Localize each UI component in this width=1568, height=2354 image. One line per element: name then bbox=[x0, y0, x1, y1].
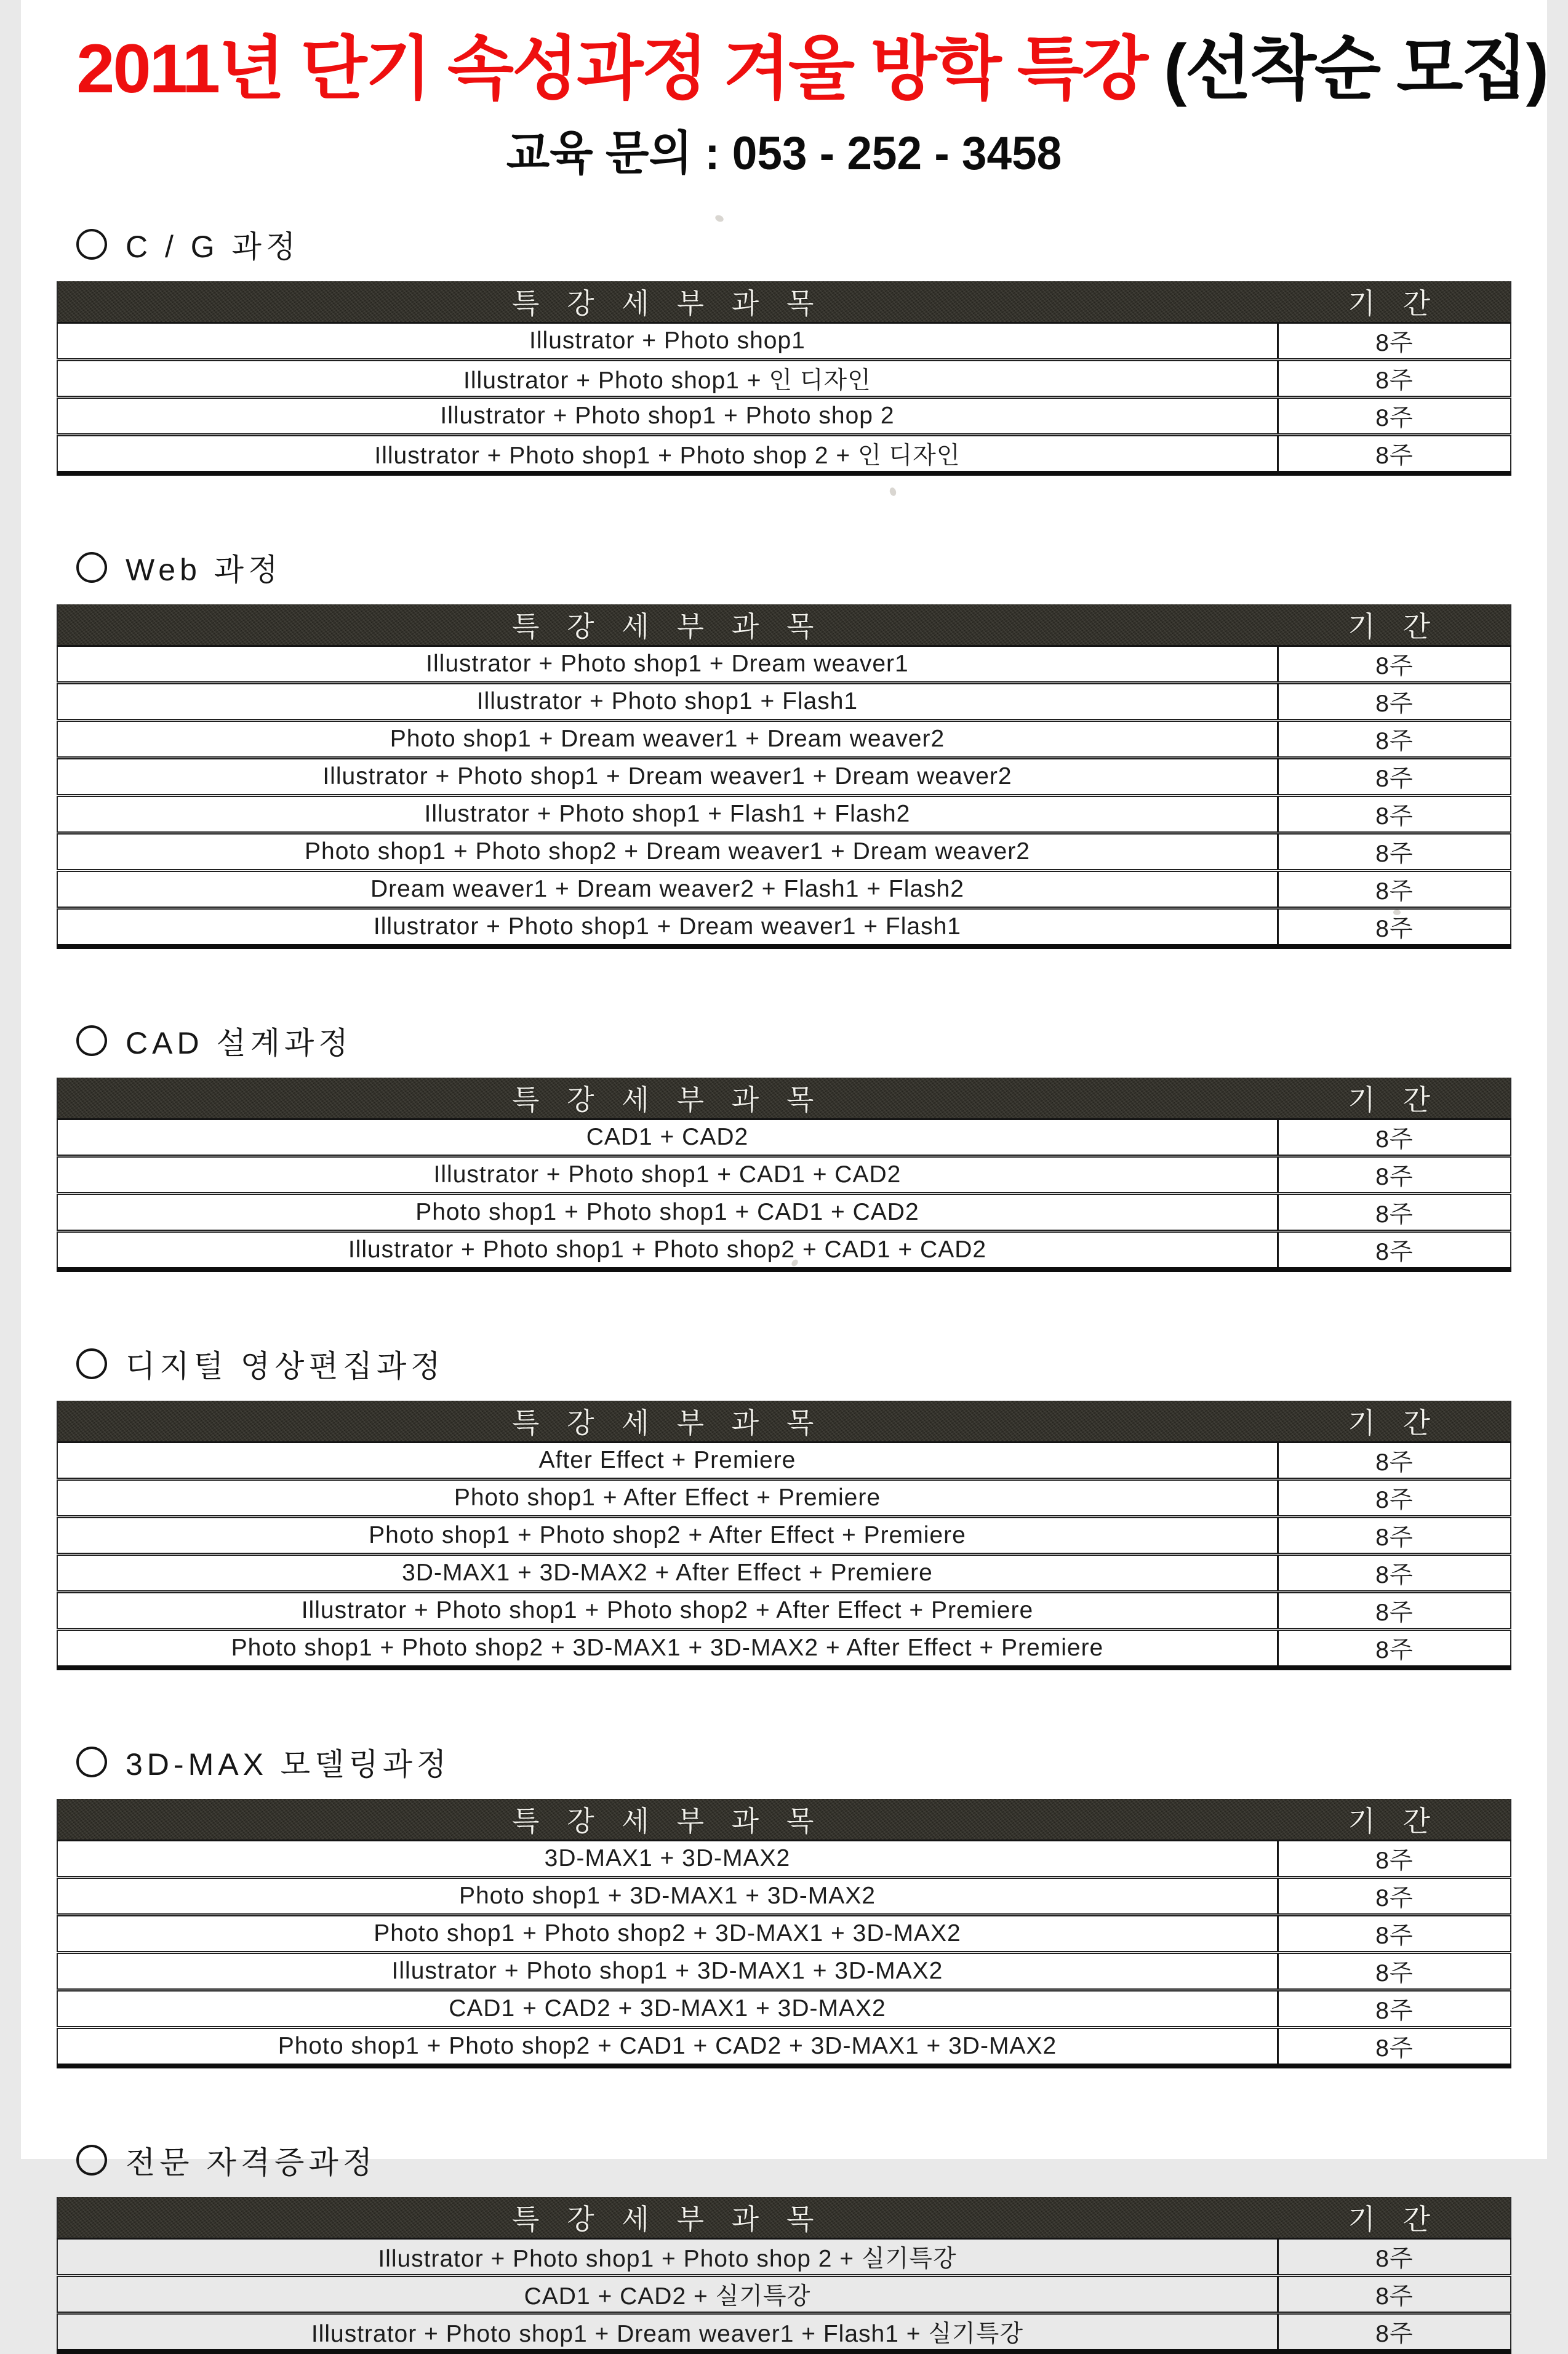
course-duration-cell: 8주 bbox=[1278, 1231, 1511, 1270]
course-subject-cell: Illustrator + Photo shop1 + Dream weaver1 + Dream weaver2 bbox=[57, 758, 1278, 796]
course-row bbox=[57, 2313, 1511, 2352]
course-subject-cell: Photo shop1 + Photo shop1 + CAD1 + CAD2 bbox=[57, 1194, 1278, 1231]
course-table-body bbox=[57, 1119, 1511, 1270]
section-label: 3D-MAX 모델링과정 bbox=[126, 1747, 451, 1782]
course-row bbox=[57, 833, 1511, 871]
course-row bbox=[57, 1841, 1511, 1878]
course-duration-cell: 8주 bbox=[1278, 1990, 1511, 2028]
course-section bbox=[57, 1019, 1511, 1272]
table-header-row bbox=[57, 1401, 1511, 1443]
section-label: CAD 설계과정 bbox=[126, 1026, 353, 1060]
course-row bbox=[57, 1630, 1511, 1668]
course-subject-cell: After Effect + Premiere bbox=[57, 1443, 1278, 1479]
course-row bbox=[57, 1231, 1511, 1270]
course-subject-cell: Illustrator + Photo shop1 + Photo shop 2 + 실기특강 bbox=[57, 2239, 1278, 2276]
course-section bbox=[57, 222, 1511, 476]
subject-column-header: 특 강 세 부 과 목 bbox=[57, 1401, 1278, 1443]
course-subject-cell: Illustrator + Photo shop1 + Flash1 + Flash2 bbox=[57, 796, 1278, 833]
course-duration-cell: 8주 bbox=[1278, 2313, 1511, 2352]
course-duration-cell: 8주 bbox=[1278, 1479, 1511, 1517]
page-title-main: 2011년 단기 속성과정 겨울 방학 특강 bbox=[76, 30, 1164, 107]
duration-column-header: 기 간 bbox=[1278, 1078, 1511, 1119]
course-table bbox=[57, 604, 1511, 949]
course-subject-cell: Illustrator + Photo shop1 + Photo shop2 + CAD1 + CAD2 bbox=[57, 1231, 1278, 1270]
course-row bbox=[57, 1555, 1511, 1592]
course-subject-cell: Photo shop1 + Photo shop2 + After Effect + Premiere bbox=[57, 1517, 1278, 1555]
section-heading bbox=[76, 1342, 1511, 1386]
section-heading bbox=[76, 1019, 1511, 1063]
course-row bbox=[57, 1443, 1511, 1479]
page-title-recruit-note: (선착순 모집) bbox=[1164, 30, 1547, 107]
course-row bbox=[57, 721, 1511, 758]
course-subject-cell: 3D-MAX1 + 3D-MAX2 + After Effect + Premiere bbox=[57, 1555, 1278, 1592]
course-row bbox=[57, 1953, 1511, 1990]
course-duration-cell: 8주 bbox=[1278, 1630, 1511, 1668]
course-subject-cell: Illustrator + Photo shop1 + Dream weaver1 + Flash1 + 실기특강 bbox=[57, 2313, 1278, 2352]
course-duration-cell: 8주 bbox=[1278, 2276, 1511, 2313]
section-label: Web 과정 bbox=[126, 553, 282, 587]
course-subject-cell: Photo shop1 + Photo shop2 + 3D-MAX1 + 3D-MAX2 + After Effect + Premiere bbox=[57, 1630, 1278, 1668]
course-duration-cell: 8주 bbox=[1278, 1915, 1511, 1953]
course-subject-cell: Illustrator + Photo shop1 + Photo shop 2 bbox=[57, 398, 1278, 435]
circle-bullet-icon bbox=[76, 229, 107, 260]
course-row bbox=[57, 1915, 1511, 1953]
table-header-row bbox=[57, 1799, 1511, 1841]
course-table bbox=[57, 1401, 1511, 1670]
course-subject-cell: Illustrator + Photo shop1 + Photo shop2 + After Effect + Premiere bbox=[57, 1592, 1278, 1630]
section-label: 전문 자격증과정 bbox=[126, 2145, 377, 2180]
course-duration-cell: 8주 bbox=[1278, 323, 1511, 360]
circle-bullet-icon bbox=[76, 1747, 107, 1777]
course-duration-cell: 8주 bbox=[1278, 1119, 1511, 1156]
duration-column-header: 기 간 bbox=[1278, 1401, 1511, 1443]
course-duration-cell: 8주 bbox=[1278, 2028, 1511, 2067]
course-subject-cell: Illustrator + Photo shop1 + Dream weaver1 + Flash1 bbox=[57, 908, 1278, 947]
scanned-document-page bbox=[21, 0, 1547, 2347]
course-table-body bbox=[57, 1443, 1511, 1668]
course-duration-cell: 8주 bbox=[1278, 1443, 1511, 1479]
course-duration-cell: 8주 bbox=[1278, 908, 1511, 947]
section-label: 디지털 영상편집과정 bbox=[126, 1349, 445, 1383]
course-subject-cell: Photo shop1 + Dream weaver1 + Dream weaver2 bbox=[57, 721, 1278, 758]
duration-column-header: 기 간 bbox=[1278, 281, 1511, 323]
course-duration-cell: 8주 bbox=[1278, 758, 1511, 796]
page-title bbox=[49, 26, 1568, 112]
section-heading bbox=[76, 2138, 1511, 2182]
course-table-body bbox=[57, 323, 1511, 474]
course-duration-cell: 8주 bbox=[1278, 360, 1511, 398]
course-section bbox=[57, 1740, 1511, 2068]
course-row bbox=[57, 2028, 1511, 2067]
course-section bbox=[57, 1342, 1511, 1670]
course-row bbox=[57, 398, 1511, 435]
section-heading bbox=[76, 545, 1511, 590]
course-duration-cell: 8주 bbox=[1278, 683, 1511, 721]
course-subject-cell: Dream weaver1 + Dream weaver2 + Flash1 + Flash2 bbox=[57, 871, 1278, 908]
course-section bbox=[57, 2138, 1511, 2354]
section-label: C / G 과정 bbox=[126, 230, 300, 264]
subject-column-header: 특 강 세 부 과 목 bbox=[57, 604, 1278, 646]
course-duration-cell: 8주 bbox=[1278, 871, 1511, 908]
document-header bbox=[21, 0, 1547, 183]
course-table bbox=[57, 1078, 1511, 1272]
subject-column-header: 특 강 세 부 과 목 bbox=[57, 281, 1278, 323]
course-row bbox=[57, 1479, 1511, 1517]
course-table bbox=[57, 1799, 1511, 2068]
course-row bbox=[57, 683, 1511, 721]
course-subject-cell: Illustrator + Photo shop1 + Dream weaver1 bbox=[57, 646, 1278, 683]
circle-bullet-icon bbox=[76, 1025, 107, 1056]
duration-column-header: 기 간 bbox=[1278, 604, 1511, 646]
course-duration-cell: 8주 bbox=[1278, 1878, 1511, 1915]
course-duration-cell: 8주 bbox=[1278, 1517, 1511, 1555]
course-row bbox=[57, 2276, 1511, 2313]
course-subject-cell: Illustrator + Photo shop1 + Flash1 bbox=[57, 683, 1278, 721]
duration-column-header: 기 간 bbox=[1278, 2197, 1511, 2239]
table-header-row bbox=[57, 1078, 1511, 1119]
course-duration-cell: 8주 bbox=[1278, 1592, 1511, 1630]
course-row bbox=[57, 871, 1511, 908]
course-subject-cell: CAD1 + CAD2 + 실기특강 bbox=[57, 2276, 1278, 2313]
course-duration-cell: 8주 bbox=[1278, 435, 1511, 474]
course-row bbox=[57, 1878, 1511, 1915]
course-subject-cell: Photo shop1 + Photo shop2 + Dream weaver1 + Dream weaver2 bbox=[57, 833, 1278, 871]
course-table-body bbox=[57, 1841, 1511, 2067]
course-duration-cell: 8주 bbox=[1278, 833, 1511, 871]
course-row bbox=[57, 323, 1511, 360]
circle-bullet-icon bbox=[76, 552, 107, 583]
course-duration-cell: 8주 bbox=[1278, 796, 1511, 833]
course-duration-cell: 8주 bbox=[1278, 721, 1511, 758]
subject-column-header: 특 강 세 부 과 목 bbox=[57, 1799, 1278, 1841]
contact-phone-line: 교육 문의 : 053 - 252 - 3458 bbox=[506, 127, 1062, 180]
course-duration-cell: 8주 bbox=[1278, 398, 1511, 435]
course-duration-cell: 8주 bbox=[1278, 2239, 1511, 2276]
table-header-row bbox=[57, 2197, 1511, 2239]
course-row bbox=[57, 1517, 1511, 1555]
course-row bbox=[57, 1119, 1511, 1156]
course-duration-cell: 8주 bbox=[1278, 1194, 1511, 1231]
course-table-body bbox=[57, 2239, 1511, 2352]
course-row bbox=[57, 360, 1511, 398]
course-subject-cell: Photo shop1 + After Effect + Premiere bbox=[57, 1479, 1278, 1517]
course-row bbox=[57, 2239, 1511, 2276]
course-row bbox=[57, 908, 1511, 947]
course-subject-cell: Illustrator + Photo shop1 + 인 디자인 bbox=[57, 360, 1278, 398]
course-subject-cell: Illustrator + Photo shop1 + CAD1 + CAD2 bbox=[57, 1156, 1278, 1194]
course-duration-cell: 8주 bbox=[1278, 1953, 1511, 1990]
subject-column-header: 특 강 세 부 과 목 bbox=[57, 1078, 1278, 1119]
course-row bbox=[57, 1990, 1511, 2028]
course-row bbox=[57, 758, 1511, 796]
course-row bbox=[57, 796, 1511, 833]
course-duration-cell: 8주 bbox=[1278, 646, 1511, 683]
course-subject-cell: CAD1 + CAD2 + 3D-MAX1 + 3D-MAX2 bbox=[57, 1990, 1278, 2028]
course-row bbox=[57, 1194, 1511, 1231]
course-subject-cell: Illustrator + Photo shop1 + Photo shop 2 + 인 디자인 bbox=[57, 435, 1278, 474]
course-duration-cell: 8주 bbox=[1278, 1841, 1511, 1878]
course-table bbox=[57, 2197, 1511, 2354]
course-subject-cell: Photo shop1 + Photo shop2 + 3D-MAX1 + 3D-MAX2 bbox=[57, 1915, 1278, 1953]
course-duration-cell: 8주 bbox=[1278, 1555, 1511, 1592]
course-table bbox=[57, 281, 1511, 476]
course-row bbox=[57, 1592, 1511, 1630]
course-row bbox=[57, 435, 1511, 474]
course-row bbox=[57, 1156, 1511, 1194]
duration-column-header: 기 간 bbox=[1278, 1799, 1511, 1841]
section-heading bbox=[76, 222, 1511, 266]
table-header-row bbox=[57, 604, 1511, 646]
course-subject-cell: Photo shop1 + Photo shop2 + CAD1 + CAD2 + 3D-MAX1 + 3D-MAX2 bbox=[57, 2028, 1278, 2067]
circle-bullet-icon bbox=[76, 1348, 107, 1379]
circle-bullet-icon bbox=[76, 2145, 107, 2176]
subject-column-header: 특 강 세 부 과 목 bbox=[57, 2197, 1278, 2239]
course-section bbox=[57, 545, 1511, 949]
section-heading bbox=[76, 1740, 1511, 1784]
course-subject-cell: Photo shop1 + 3D-MAX1 + 3D-MAX2 bbox=[57, 1878, 1278, 1915]
course-duration-cell: 8주 bbox=[1278, 1156, 1511, 1194]
course-subject-cell: 3D-MAX1 + 3D-MAX2 bbox=[57, 1841, 1278, 1878]
course-sections-container bbox=[21, 222, 1547, 2354]
course-subject-cell: Illustrator + Photo shop1 bbox=[57, 323, 1278, 360]
course-subject-cell: CAD1 + CAD2 bbox=[57, 1119, 1278, 1156]
table-header-row bbox=[57, 281, 1511, 323]
course-subject-cell: Illustrator + Photo shop1 + 3D-MAX1 + 3D-MAX2 bbox=[57, 1953, 1278, 1990]
course-row bbox=[57, 646, 1511, 683]
scan-speck bbox=[1393, 910, 1401, 915]
course-table-body bbox=[57, 646, 1511, 947]
